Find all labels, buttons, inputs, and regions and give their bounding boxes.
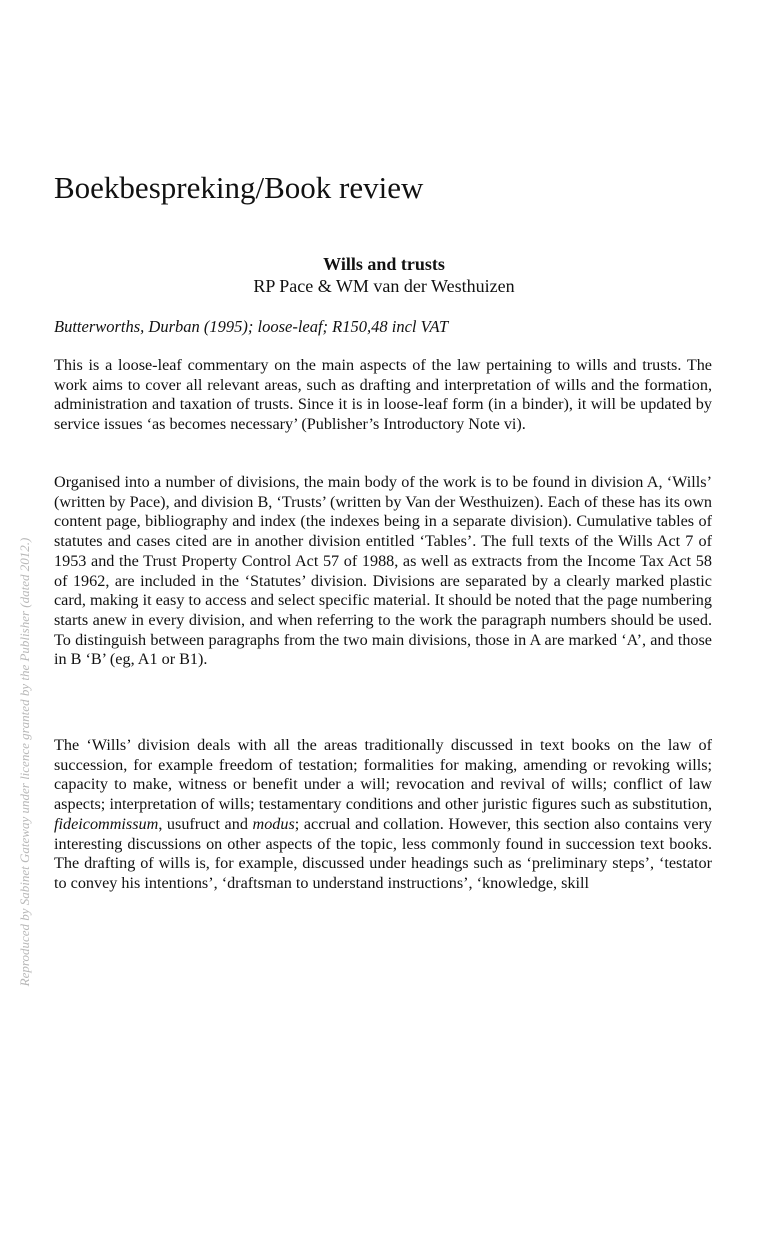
book-authors: RP Pace & WM van der Westhuizen — [253, 276, 515, 296]
watermark-notice: Reproduced by Sabinet Gateway under licence granted by the Publisher (dated 2012.) — [17, 537, 32, 987]
publication-details: Butterworths, Durban (1995); loose-leaf; R150,48 incl VAT — [54, 317, 449, 336]
page-heading: Boekbespreking/Book review — [54, 170, 424, 205]
paragraph-wills-division: The ‘Wills’ division deals with all the areas traditionally discussed in text books on the law of succession, for example freedom of testation; formalities for making, amending or revoking wills; capacity to make, witness or benefit under a will; revocation and revival of wills; conflict of law aspects; interpretation of wills; testamentary conditions and other juristic figures such as substitution, fideicommissum, usufruct and modus; accrual and collation. However, this section also contains very interesting discussions on other aspects of the topic, less commonly found in succession text books. The drafting of wills is, for example, discussed under headings such as ‘preliminary steps’, ‘testator to convey his intentions’, ‘draftsman to understand instructions’, ‘knowledge, skill — [54, 736, 713, 892]
paragraph-divisions: Organised into a number of divisions, the main body of the work is to be found in division A, ‘Wills’ (written by Pace), and division B, ‘Trusts’ (written by Van der Westhuizen). Each of these has its own content page, bibliography and index (the indexes being in a separate division). Cumulative tables of statutes and cases cited are in another division entitled ‘Tables’. The full texts of the Wills Act 7 of 1953 and the Trust Property Control Act 57 of 1988, as well as extracts from the Income Tax Act 58 of 1962, are included in the ‘Statutes’ division. Divisions are separated by a clearly marked plastic card, making it easy to access and select specific material. It should be noted that the page numbering starts anew in every division, and when referring to the work the paragraph numbers should be used. To distinguish between paragraphs from the two main divisions, those in A are marked ‘A’, and those in B ‘B’ (eg, A1 or B1). — [54, 473, 712, 669]
paragraph-intro: This is a loose-leaf commentary on the main aspects of the law pertaining to wills and trusts. The work aims to cover all relevant areas, such as drafting and interpretation of wills and the formation, administration and taxation of trusts. Since it is in loose-leaf form (in a binder), it will be updated by service issues ‘as becomes necessary’ (Publisher’s Introductory Note vi). — [54, 356, 712, 434]
book-title: Wills and trusts — [323, 254, 445, 274]
